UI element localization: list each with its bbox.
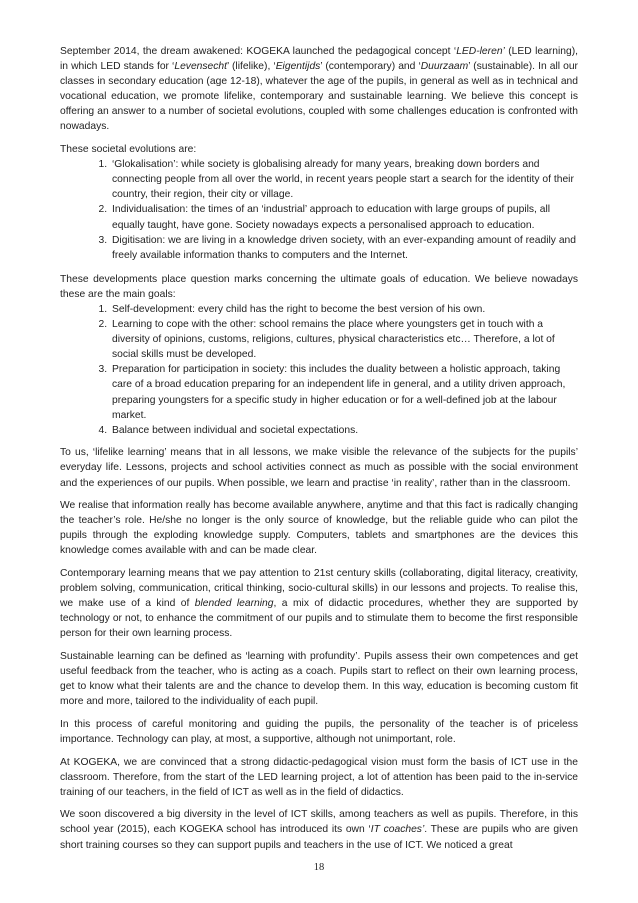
information-paragraph: We realise that information really has become available anywhere, anytime and that this fact is radically changing the teacher’s role. He/she no longer is the only source of knowledge, but the reliable guide who can pilot the pupils through the exploding knowledge supply. Computers, tablets and smartphones are the devices this knowledge comes available with and can be made clear. bbox=[60, 500, 578, 557]
list-item: 1. ‘Glokalisation’: while society is globalising already for many years, breaking down borders and connecting people from all over the world, in recent years people start a search for the identity of their country, their region, their city or village. bbox=[110, 157, 578, 202]
page-number: 18 bbox=[313, 862, 325, 873]
list-item: 2. Learning to cope with the other: school remains the place where youngsters get in touch with a diversity of opinions, customs, religions, cultures, physical characteristics etc… Therefore, a lot of social skills must be developed. bbox=[110, 317, 578, 362]
list-item: 3. Preparation for participation in society: this includes the duality between a holistic approach, taking care of a broad education preparing for an independent life in general, and a utility driven approach, preparing youngsters for a specific study in higher education or for a well-defined job at the labour market. bbox=[110, 362, 578, 422]
list-item: 2. Individualisation: the times of an ‘industrial’ approach to education with large groups of pupils, all equally taught, have gone. Society nowadays expects a personalised approach to education. bbox=[110, 202, 578, 232]
evolutions-intro: These societal evolutions are: bbox=[60, 144, 197, 156]
goals-list bbox=[60, 302, 578, 438]
contemporary-paragraph: Contemporary learning means that we pay attention to 21st century skills (collaborating, digital literacy, creativity, problem solving, communication, critical thinking, socio-cultural skills) in our lessons and projects. To realise this, we make use of a kind of blended learning, a mix of didactic procedures, whether they are supported by technology or not, to enhance the commitment of our pupils and to stimulate them to become the first responsible person for their own learning process. bbox=[60, 568, 578, 640]
goals-intro: These developments place question marks concerning the ultimate goals of education. We believe nowadays these are the main goals: bbox=[60, 273, 578, 300]
list-item: 1. Self-development: every child has the right to become the best version of his own. bbox=[110, 302, 578, 317]
it-coaches-paragraph: We soon discovered a big diversity in the level of ICT skills, among teachers as well as pupils. Therefore, in this school year (2015), each KOGEKA school has introduced its own ‘IT coaches’. These are pupils who are given short training courses so they can support pupils and teachers in the use of ICT. We noticed a great bbox=[60, 809, 578, 851]
evolutions-list bbox=[60, 157, 578, 263]
ict-vision-paragraph: At KOGEKA, we are convinced that a strong didactic-pedagogical vision must form the basis of ICT use in the classroom. Therefore, from the start of the LED learning project, a lot of attention has been paid to the in-service training of our teachers, in the field of ICT as well as in the field of didactics. bbox=[60, 756, 578, 798]
lifelike-paragraph: To us, ‘lifelike learning’ means that in all lessons, we make visible the relevance of the subjects for the pupils’ everyday life. Lessons, projects and school activities connect as much as possible with the social environment and the experiences of our pupils. When possible, we learn and practise ‘in reality’, rather than in the classroom. bbox=[60, 447, 578, 489]
intro-paragraph: September 2014, the dream awakened: KOGEKA launched the pedagogical concept ‘LED-leren’ (LED learning), in which LED stands for ‘Levensecht’ (lifelike), ‘Eigentijds’ (contemporary) and ‘Duurzaam’ (sustainable). In all our classes in secondary education (age 12-18), whatever the age of the pupils, in general as well as in technical and vocational education, we promote lifelike, contemporary and sustainable learning. We believe this concept is offering an answer to a number of societal evolutions, coupled with some challenges education is confronted with nowadays. bbox=[60, 46, 578, 133]
sustainable-paragraph: Sustainable learning can be defined as ‘learning with profundity’. Pupils assess their own competences and get useful feedback from the teacher, who is acting as a coach. Pupils start to reflect on their own learning process, get to know what their talents are and the chance to develop them. In this way, education is becoming custom fit more and more, tailored to the individuality of each pupil. bbox=[60, 650, 578, 708]
list-item: 4. Balance between individual and societal expectations. bbox=[110, 423, 578, 438]
page-body bbox=[60, 44, 578, 853]
teacher-paragraph: In this process of careful monitoring and guiding the pupils, the personality of the teacher is of priceless importance. Technology can play, at most, a supportive, although not unimportant, role. bbox=[60, 718, 578, 745]
list-item: 3. Digitisation: we are living in a knowledge driven society, with an ever-expanding amount of readily and freely available information thanks to computers and the Internet. bbox=[110, 233, 578, 263]
